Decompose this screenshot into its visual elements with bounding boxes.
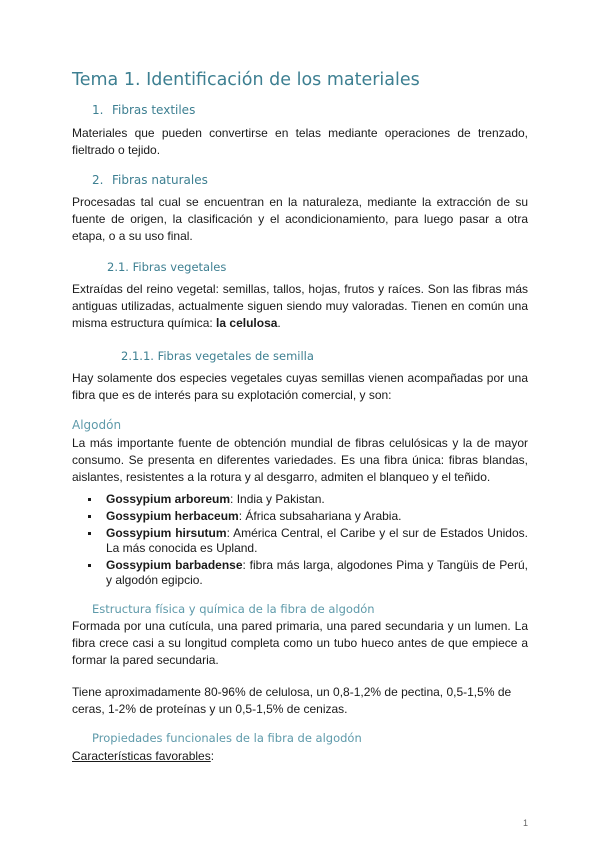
page-number: 1 — [522, 818, 528, 828]
subsubsection-heading-semilla: 2.1.1. Fibras vegetales de semilla — [121, 349, 314, 363]
section-title: Fibras textiles — [112, 103, 196, 117]
heading-estructura: Estructura física y química de la fibra de algodón — [92, 602, 375, 616]
section-number: 2. — [92, 173, 104, 187]
section-title: Fibras naturales — [112, 173, 208, 187]
paragraph-end: . — [277, 316, 281, 330]
heading-propiedades: Propiedades funcionales de la fibra de algodón — [92, 731, 362, 745]
bullet-icon — [88, 564, 91, 567]
species-desc: : India y Pakistan. — [230, 492, 325, 506]
species-name: Gossypium hirsutum — [106, 526, 227, 540]
page-title: Tema 1. Identificación de los materiales — [72, 70, 420, 90]
label-colon: : — [210, 749, 215, 763]
list-item — [88, 558, 528, 588]
list-item — [88, 526, 528, 556]
species-desc: : fibra más larga, algodones Pima y Tangüis de Perú, y algodón egipcio. — [106, 558, 528, 587]
underlined-label: Características favorables — [72, 749, 211, 763]
species-name: Gossypium barbadense — [106, 558, 243, 572]
section-heading-fibras-naturales — [92, 173, 208, 187]
paragraph-composicion: Tiene aproximadamente 80-96% de celulosa, un 0,8-1,2% de pectina, 0,5-1,5% de ceras, 1-2% de proteínas y un 0,5-1,5% de cenizas. — [72, 685, 512, 716]
list-item — [88, 492, 528, 507]
species-desc: : América Central, el Caribe y el sur de Estados Unidos. La más conocida es Upland. — [106, 526, 528, 555]
bullet-icon — [88, 532, 91, 535]
paragraph-fibras-naturales: Procesadas tal cual se encuentran en la naturaleza, mediante la extracción de su fuente de origen, la clasificación y el acondicionamiento, para luego pasar a otra etapa, o a su uso final. — [72, 195, 528, 243]
paragraph-fibras-textiles: Materiales que pueden convertirse en telas mediante operaciones de trenzado, fieltrado o tejido. — [72, 126, 528, 157]
section-heading-fibras-textiles — [92, 103, 195, 117]
species-name: Gossypium arboreum — [106, 492, 231, 506]
paragraph-fibras-vegetales — [72, 281, 528, 332]
heading-algodon: Algodón — [72, 418, 122, 432]
section-number: 1. — [92, 103, 104, 117]
bullet-icon — [88, 515, 91, 518]
bullet-icon — [88, 498, 91, 501]
species-desc: : África subsahariana y Arabia. — [238, 509, 402, 523]
paragraph-semilla: Hay solamente dos especies vegetales cuyas semillas vienen acompañadas por una fibra que es de interés para su explotación comercial, y son: — [72, 371, 528, 402]
bold-term-celulosa: la celulosa — [216, 316, 278, 330]
species-name: Gossypium herbaceum — [106, 509, 239, 523]
paragraph-text: Extraídas del reino vegetal: semillas, tallos, hojas, frutos y raíces. Son las fibras más antiguas utilizadas, actualmente siguen siendo muy valoradas. Tienen en común una misma estructura química: — [72, 282, 528, 330]
subsection-heading-fibras-vegetales: 2.1. Fibras vegetales — [107, 260, 227, 274]
paragraph-caracteristicas — [72, 748, 528, 765]
paragraph-algodon: La más importante fuente de obtención mundial de fibras celulósicas y la de mayor consumo. Se presenta en diferentes variedades. Es una fibra única: fibras blandas, aislantes, resistentes a la rotura y al desgarro, admiten el blanqueo y el teñido. — [72, 436, 528, 484]
list-item — [88, 509, 528, 524]
paragraph-estructura: Formada por una cutícula, una pared primaria, una pared secundaria y un lumen. La fibra crece casi a su longitud completa como un tubo hueco antes de que empiece a formar la pared secundaria. — [72, 619, 528, 667]
species-list — [88, 492, 528, 590]
